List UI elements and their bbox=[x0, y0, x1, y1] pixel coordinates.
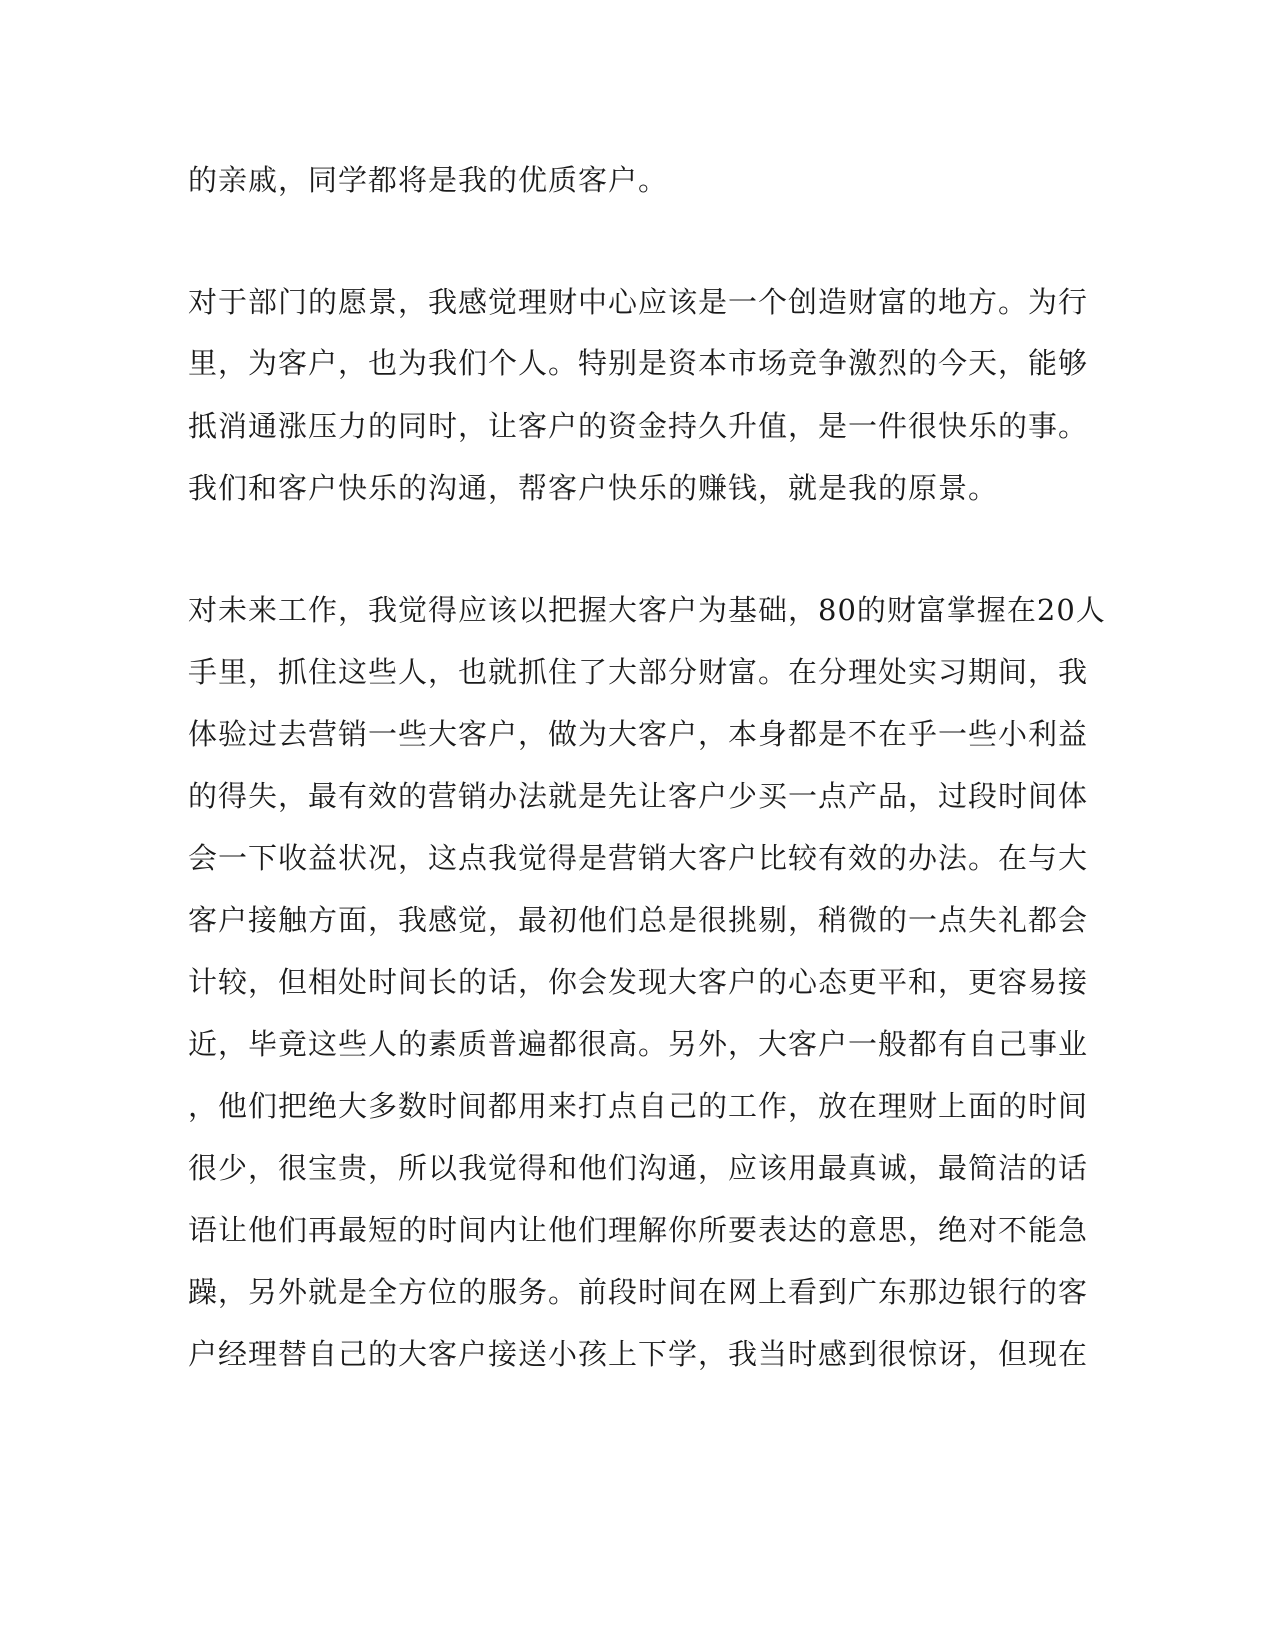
paragraph-2-line-1: 对于部门的愿景，我感觉理财中心应该是一个创造财富的地方。为行 bbox=[188, 285, 1089, 319]
paragraph-3-line-8: 近，毕竟这些人的素质普遍都很高。另外，大客户一般都有自己事业 bbox=[188, 1027, 1089, 1061]
paragraph-3-line-12: 躁，另外就是全方位的服务。前段时间在网上看到广东那边银行的客 bbox=[188, 1275, 1089, 1309]
paragraph-3-line-7: 计较，但相处时间长的话，你会发现大客户的心态更平和，更容易接 bbox=[188, 965, 1089, 999]
paragraph-3-line-2: 手里，抓住这些人，也就抓住了大部分财富。在分理处实习期间，我 bbox=[188, 655, 1089, 689]
paragraph-3-line-5: 会一下收益状况，这点我觉得是营销大客户比较有效的办法。在与大 bbox=[188, 841, 1089, 875]
paragraph-3-line-11: 语让他们再最短的时间内让他们理解你所要表达的意思，绝对不能急 bbox=[188, 1213, 1089, 1247]
paragraph-3-line-3: 体验过去营销一些大客户，做为大客户，本身都是不在乎一些小利益 bbox=[188, 717, 1089, 751]
paragraph-2-line-2: 里，为客户，也为我们个人。特别是资本市场竞争激烈的今天，能够 bbox=[188, 346, 1089, 380]
paragraph-3-line-1: 对未来工作，我觉得应该以把握大客户为基础，80的财富掌握在20人 bbox=[188, 593, 1106, 627]
paragraph-3-line-6: 客户接触方面，我感觉，最初他们总是很挑剔，稍微的一点失礼都会 bbox=[188, 903, 1089, 937]
paragraph-3-line-4: 的得失，最有效的营销办法就是先让客户少买一点产品，过段时间体 bbox=[188, 779, 1089, 813]
paragraph-1-line-1: 的亲戚，同学都将是我的优质客户。 bbox=[188, 163, 669, 197]
paragraph-3-line-13: 户经理替自己的大客户接送小孩上下学，我当时感到很惊讶，但现在 bbox=[188, 1337, 1089, 1371]
paragraph-2-line-4: 我们和客户快乐的沟通，帮客户快乐的赚钱，就是我的原景。 bbox=[188, 471, 999, 505]
paragraph-2-line-3: 抵消通涨压力的同时，让客户的资金持久升值，是一件很快乐的事。 bbox=[188, 409, 1089, 443]
paragraph-3-line-9: ，他们把绝大多数时间都用来打点自己的工作，放在理财上面的时间 bbox=[188, 1089, 1089, 1123]
paragraph-3-line-10: 很少，很宝贵，所以我觉得和他们沟通，应该用最真诚，最简洁的话 bbox=[188, 1151, 1089, 1185]
